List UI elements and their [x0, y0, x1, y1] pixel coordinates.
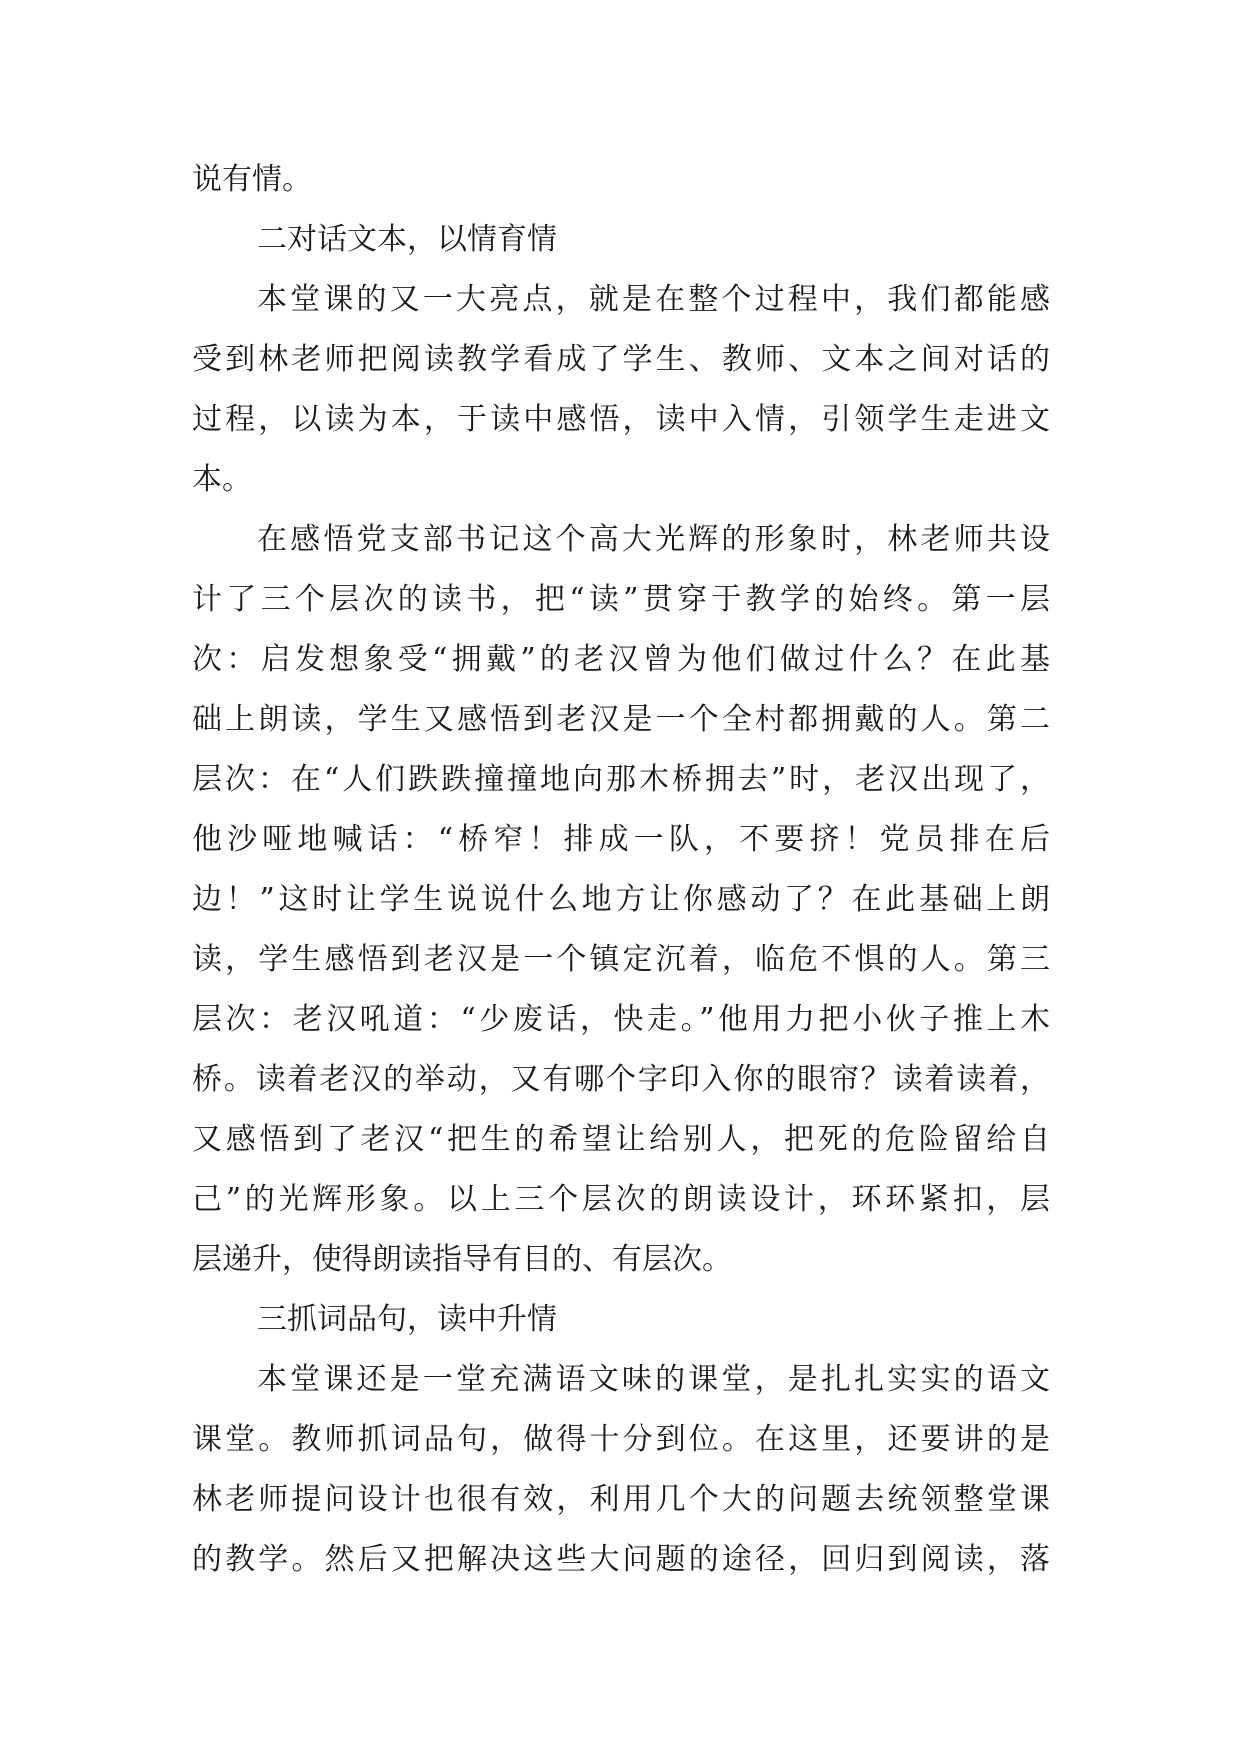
paragraph-line: 课堂。教师抓词品句，做得十分到位。在这里，还要讲的是 [192, 1422, 1050, 1457]
paragraph-line: 次：启发想象受“拥戴”的老汉曾为他们做过什么？在此基 [192, 642, 1050, 677]
paragraph-line: 计了三个层次的读书，把“读”贯穿于教学的始终。第一层 [192, 582, 1050, 617]
paragraph-line: 的教学。然后又把解决这些大问题的途径，回归到阅读，落 [192, 1542, 1050, 1577]
paragraph-line: 又感悟到了老汉“把生的希望让给别人，把死的危险留给自 [192, 1122, 1050, 1157]
paragraph-line: 过程，以读为本，于读中感悟，读中入情，引领学生走进文 [192, 402, 1050, 437]
paragraph-line: 说有情。 [192, 162, 312, 197]
paragraph-line: 他沙哑地喊话：“桥窄！排成一队，不要挤！党员排在后 [192, 822, 1050, 857]
section-heading: 二对话文本，以情育情 [257, 222, 557, 257]
paragraph-line: 己”的光辉形象。以上三个层次的朗读设计，环环紧扣，层 [192, 1182, 1050, 1217]
paragraph-line: 本堂课的又一大亮点，就是在整个过程中，我们都能感 [257, 282, 1050, 317]
paragraph-line: 边！”这时让学生说说什么地方让你感动了？在此基础上朗 [192, 882, 1050, 917]
paragraph-line: 林老师提问设计也很有效，利用几个大的问题去统领整堂课 [192, 1482, 1050, 1517]
paragraph-line: 受到林老师把阅读教学看成了学生、教师、文本之间对话的 [192, 342, 1050, 377]
paragraph-line: 桥。读着老汉的举动，又有哪个字印入你的眼帘？读着读着， [192, 1062, 1050, 1097]
paragraph-line: 层次：老汉吼道：“少废话，快走。”他用力把小伙子推上木 [192, 1002, 1050, 1037]
paragraph-line: 读，学生感悟到老汉是一个镇定沉着，临危不惧的人。第三 [192, 942, 1050, 977]
paragraph-line: 本堂课还是一堂充满语文味的课堂，是扎扎实实的语文 [257, 1362, 1050, 1397]
paragraph-line: 层次：在“人们跌跌撞撞地向那木桥拥去”时，老汉出现了， [192, 762, 1050, 797]
section-heading: 三抓词品句，读中升情 [257, 1302, 557, 1337]
paragraph-line: 在感悟党支部书记这个高大光辉的形象时，林老师共设 [257, 522, 1050, 557]
paragraph-line: 本。 [192, 462, 252, 497]
paragraph-line: 层递升，使得朗读指导有目的、有层次。 [192, 1242, 732, 1277]
paragraph-line: 础上朗读，学生又感悟到老汉是一个全村都拥戴的人。第二 [192, 702, 1050, 737]
